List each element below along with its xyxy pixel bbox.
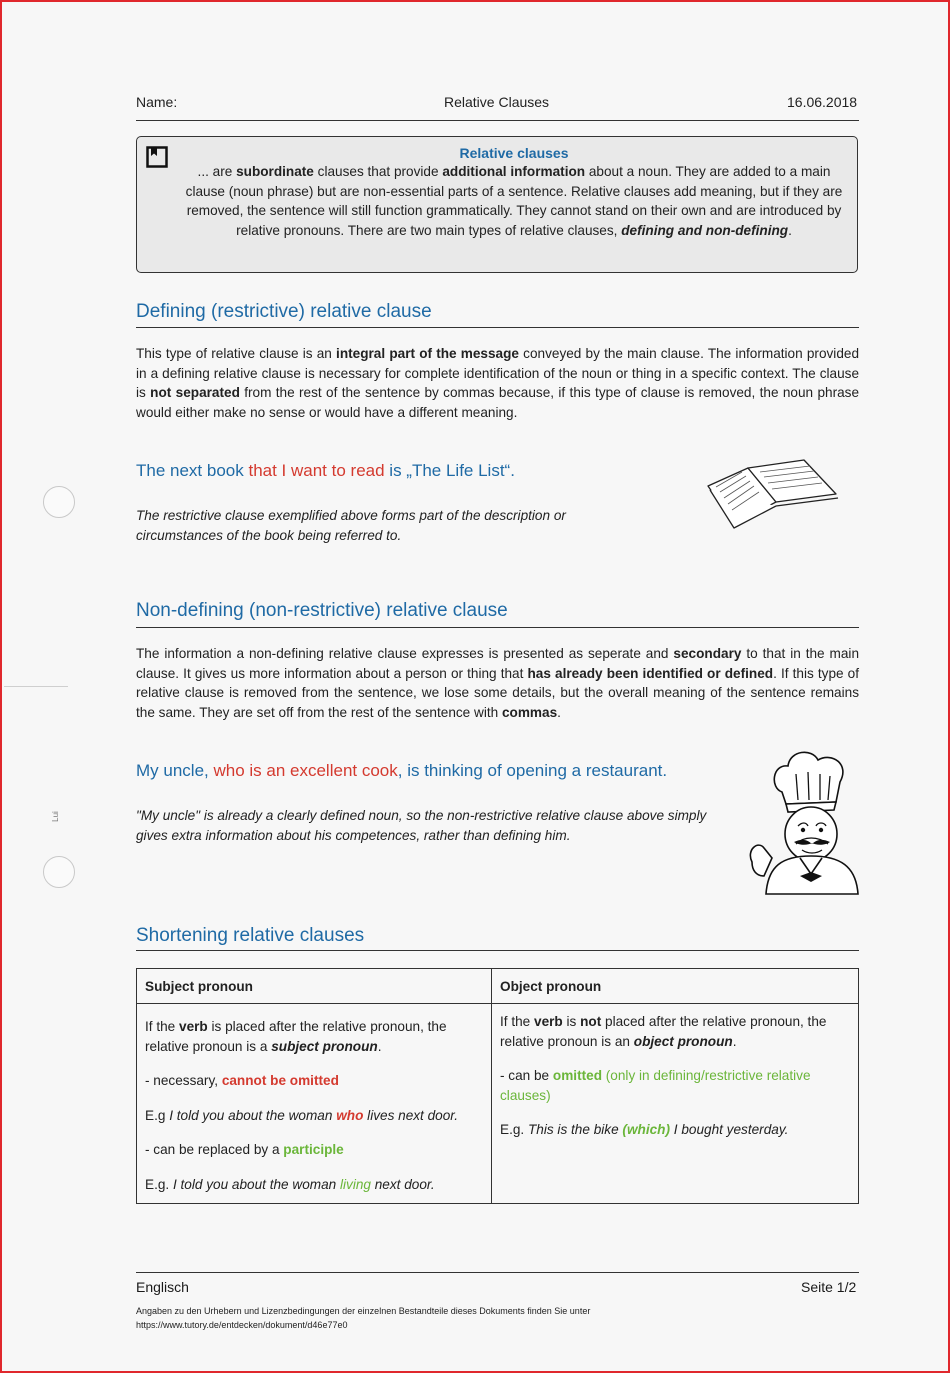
punch-hole [43,486,75,518]
document-date: 16.06.2018 [787,94,858,110]
subject-rule: If the verb is placed after the relative pronoun, the relative pronoun is a subject pronoun. [145,1019,447,1054]
shortening-heading: Shortening relative clauses [136,925,365,946]
side-label: Lui [50,811,60,822]
shortening-table [136,968,859,1204]
info-title: Relative clauses [459,145,569,161]
object-rule: If the verb is not placed after the relative pronoun, the relative pronoun is an object pronoun. [500,1014,827,1049]
document-title: Relative Clauses [444,94,550,110]
non-defining-note: "My uncle" is already a clearly defined noun, so the non-restrictive relative clause above simply gives extra information about his competences, rather than defining him. [136,808,707,843]
chef-icon [742,744,862,900]
subject-necessary: - necessary, cannot be omitted [145,1073,339,1088]
subject-pronoun-cell [137,1004,492,1204]
subject-participle: - can be replaced by a participle [145,1142,344,1157]
footer-credit-link[interactable]: https://www.tutory.de/entdecken/dokument/d46e77e0 [136,1320,348,1330]
object-example: E.g. This is the bike (which) I bought yesterday. [500,1122,789,1137]
defining-paragraph: This type of relative clause is an integral part of the message conveyed by the main clause. The information provided in a defining relative clause is necessary for complete identification of the noun or thing in a specific context. The clause is not separated from the rest of the sentence by commas because, if this type of clause is removed, the noun phrase would either make no sense or would have a different meaning. [136,346,860,421]
subject-example: E.g I told you about the woman who lives next door. [145,1107,459,1123]
footer-credit: Angaben zu den Urhebern und Lizenzbedingungen der einzelnen Bestandteile dieses Dokuments finden Sie unter [136,1306,591,1316]
subject-pronoun-header: Subject pronoun [137,969,492,1004]
header-divider [136,120,859,121]
footer-page: Seite 1/2 [801,1279,857,1295]
name-label: Name: [136,94,178,110]
footer-subject: Englisch [136,1279,189,1295]
non-defining-paragraph: The information a non-defining relative clause expresses is presented as seperate and secondary to that in the main clause. It gives us more information about a person or thing that has already been identified or defined. If this type of relative clause is removed from the sentence, we lose some details, but the overall meaning of the sentence remains the same. They are set off from the rest of the sentence with commas. [136,646,860,721]
open-book-icon [704,458,840,530]
non-defining-example: My uncle, who is an excellent cook, is thinking of opening a restaurant. [136,761,668,780]
punch-hole [43,856,75,888]
defining-heading: Defining (restrictive) relative clause [136,301,432,322]
non-defining-divider [136,627,859,628]
object-omitted: - can be omitted (only in defining/restrictive relative clauses) [500,1068,811,1103]
non-defining-heading: Non-defining (non-restrictive) relative clause [136,600,508,621]
defining-note: The restrictive clause exemplified above forms part of the description or circumstances of the book being referred to. [136,508,566,543]
object-pronoun-header: Object pronoun [492,969,859,1004]
object-pronoun-cell [492,1004,859,1204]
subject-participle-example: E.g. I told you about the woman living next door. [145,1176,435,1192]
info-text: ... are subordinate clauses that provide additional information about a noun. They are added to a main clause (noun phrase) but are non-essential parts of a sentence. Relative clauses add meaning, but if they are removed, the sentence will still function grammatically. They cannot stand on their own and are introduced by relative pronouns. There are two main types of relative clauses, defining and non-defining. [185,164,843,238]
fold-mark [4,686,68,687]
defining-example: The next book that I want to read is „The Life List“. [136,461,515,480]
defining-divider [136,327,859,328]
footer-divider [136,1272,859,1273]
shortening-divider [136,950,859,951]
